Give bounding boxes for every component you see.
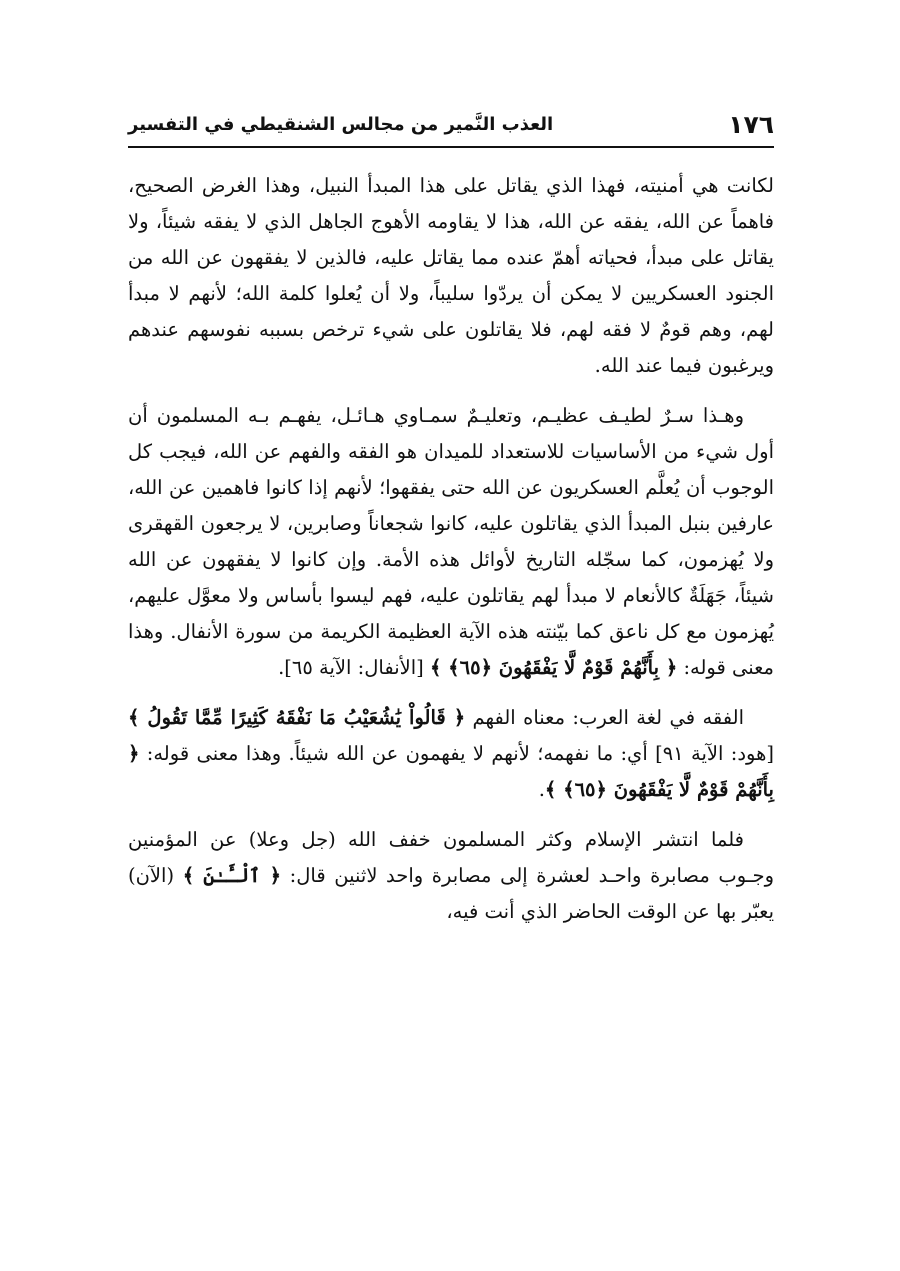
quran-verse: ﴿ قَالُواْ يَٰشُعَيْبُ مَا نَفْقَهُ كَثِيرًا مِّمَّا تَقُولُ ﴾ bbox=[128, 706, 466, 729]
paragraph-text: . bbox=[538, 778, 545, 801]
paragraph-3 bbox=[128, 700, 774, 808]
running-title: العذب النَّمير من مجالس الشنقيطي في التفسير bbox=[128, 114, 554, 135]
quran-verse: ﴿ بِأَنَّهُمْ قَوْمٌ لَّا يَفْقَهُونَ ﴿٦٥﴾ ﴾ bbox=[429, 656, 678, 679]
paragraph-text: [هود: الآية ٩١] أي: ما نفهمه؛ لأنهم لا يفهمون عن الله شيئاً. وهذا معنى قوله: bbox=[139, 742, 774, 765]
paragraph-text: الفقه في لغة العرب: معناه الفهم bbox=[465, 706, 744, 729]
paragraph-text: وهـذا سـرٌ لطيـف عظيـم، وتعليـمٌ سمـاوي هـائـل، يفهـم بـه المسلمون أن أول شيء من الأساسيات للاستعداد للميدان هو الفقه والفهم عن الله، فيجب كل الوجوب أن يُعلَّم العسكريون عن الله حتى يفقهوا؛ لأنهم إذا كانوا فاهمين عن الله، عارفين بنبل المبدأ الذي يقاتلون عليه، كانوا شجعاناً وصابرين، لا يرجعون القهقرى ولا يُهزمون، كما سجّله التاريخ لأوائل هذه الأمة. وإن كانوا لا يفقهون عن الله شيئاً، جَهَلَةٌ كالأنعام لا مبدأ لهم يقاتلون عليه، فهم ليسوا بأساس ولا معوَّل عليهم، يُهزمون مع كل ناعق كما بيّنته هذه الآية العظيمة الكريمة من سورة الأنفال. وهذا معنى قوله: bbox=[128, 404, 774, 679]
page-number: ١٧٦ bbox=[728, 110, 774, 139]
page-body bbox=[128, 168, 774, 930]
paragraph-2 bbox=[128, 398, 774, 686]
paragraph-4 bbox=[128, 822, 774, 930]
page-header bbox=[128, 108, 774, 148]
paragraph-text: فلما انتشر الإسلام وكثر المسلمون خفف الله (جل وعلا) عن المؤمنين وجـوب مصابرة واحـد لعشرة إلى مصابرة واحد لاثنين قال: bbox=[128, 828, 774, 887]
paragraph-1 bbox=[128, 168, 774, 384]
quran-verse: ﴿ ٱلْـَٔـٰنَ ﴾ bbox=[182, 864, 282, 887]
quran-verse: ﴿ بِأَنَّهُمْ قَوْمٌ لَّا يَفْقَهُونَ ﴿٦٥﴾ ﴾ bbox=[128, 742, 774, 801]
paragraph-text: (الآن) يعبّر بها عن الوقت الحاضر الذي أنت فيه، bbox=[128, 864, 774, 923]
verse-reference: [الأنفال: الآية ٦٥]. bbox=[278, 656, 430, 679]
paragraph-text: لكانت هي أمنيته، فهذا الذي يقاتل على هذا المبدأ النبيل، وهذا الغرض الصحيح، فاهماً عن الله، يفقه عن الله، هذا لا يقاومه الأهوج الجاهل الذي لا يفقه شيئاً، ولا يقاتل على مبدأ، فحياته أهمّ عنده مما يقاتل عليه، فالذين لا يفقهون عن الله من الجنود العسكريين لا يمكن أن يردّوا سليباً، ولا أن يُعلوا كلمة الله؛ لأنهم لا مبدأ لهم، وهم قومٌ لا فقه لهم، فلا يقاتلون على شيء ترخص بسببه نفوسهم عندهم ويرغبون فيما عند الله. bbox=[128, 174, 774, 377]
